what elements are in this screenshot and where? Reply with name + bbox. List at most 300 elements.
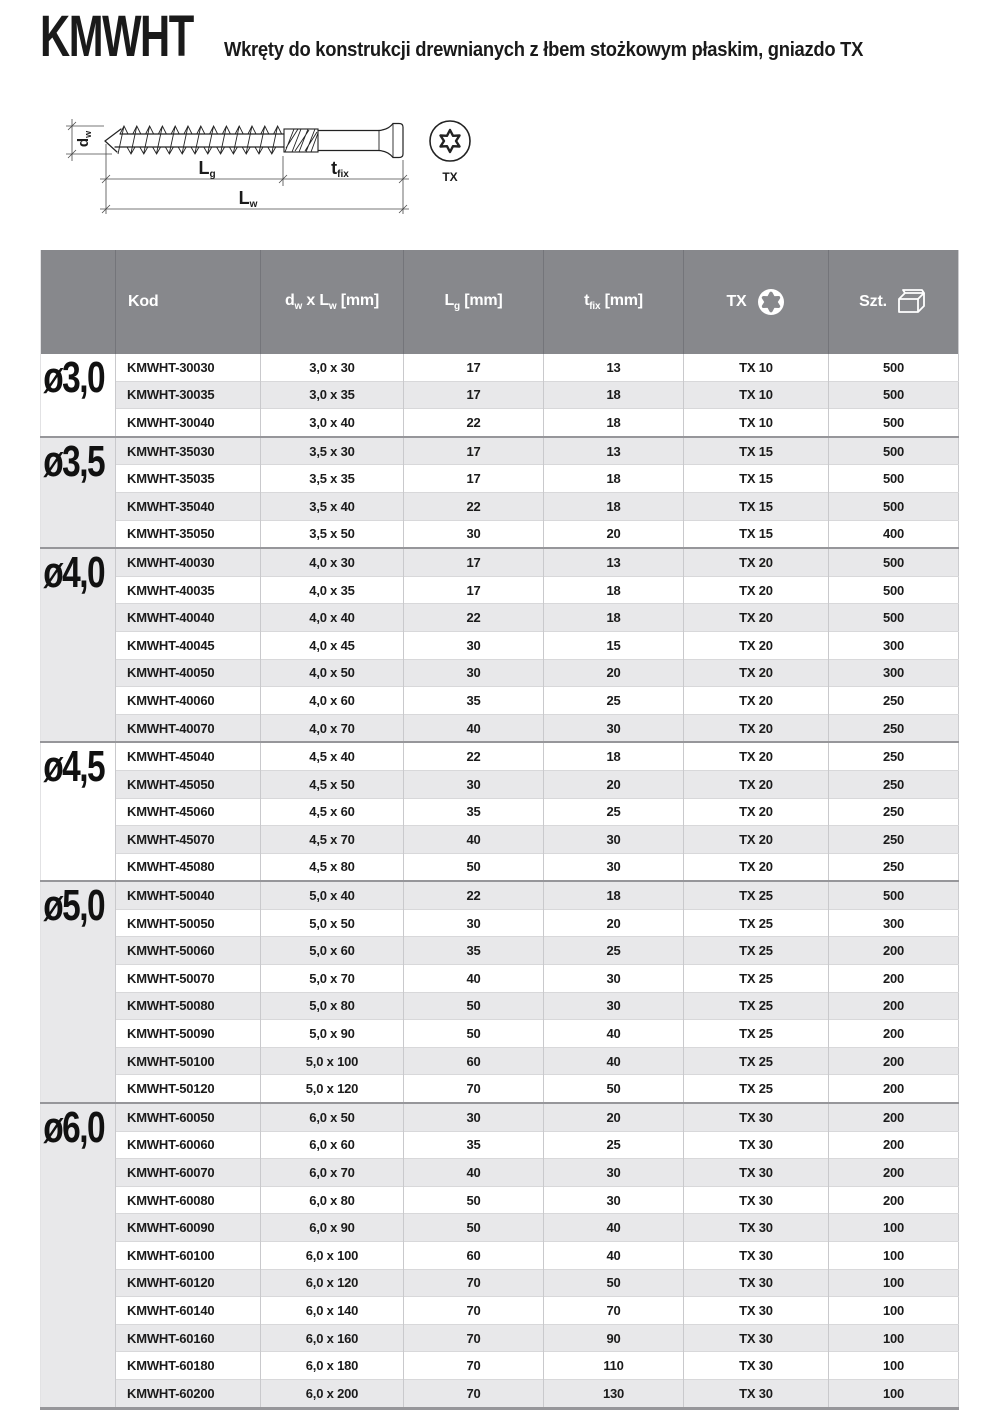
qty-cell: 200 (829, 1075, 959, 1103)
dim-cell: 6,0 x 100 (261, 1242, 404, 1270)
dim-cell: 6,0 x 140 (261, 1297, 404, 1325)
qty-cell: 500 (829, 548, 959, 576)
qty-cell: 200 (829, 937, 959, 965)
dim-cell: 6,0 x 50 (261, 1103, 404, 1131)
tfix-cell: 30 (544, 1159, 684, 1187)
tfix-cell: 25 (544, 1131, 684, 1159)
qty-cell: 200 (829, 992, 959, 1020)
dim-cell: 5,0 x 90 (261, 1020, 404, 1048)
dim-cell: 4,0 x 40 (261, 604, 404, 632)
table-row (41, 1269, 959, 1297)
dim-cell: 4,5 x 70 (261, 826, 404, 854)
tfix-cell: 18 (544, 409, 684, 437)
code-cell: KMWHT-45080 (116, 853, 261, 881)
qty-cell: 500 (829, 409, 959, 437)
table-row (41, 409, 959, 437)
diameter-group-label: ø4,5 (43, 742, 105, 792)
screw-thread (118, 126, 318, 154)
tx-cell: TX 25 (684, 881, 829, 909)
torx-head-view (430, 121, 470, 184)
qty-cell: 500 (829, 881, 959, 909)
package-box-icon (896, 289, 928, 315)
dim-cell: 6,0 x 60 (261, 1131, 404, 1159)
qty-cell: 100 (829, 1352, 959, 1380)
table-row (41, 465, 959, 493)
qty-cell: 250 (829, 714, 959, 742)
table-row (41, 909, 959, 937)
lg-cell: 70 (404, 1269, 544, 1297)
lg-cell: 40 (404, 1159, 544, 1187)
tfix-cell: 20 (544, 659, 684, 687)
qty-cell: 300 (829, 631, 959, 659)
dim-cell: 4,5 x 60 (261, 798, 404, 826)
dim-cell: 5,0 x 120 (261, 1075, 404, 1103)
lg-cell: 22 (404, 409, 544, 437)
dim-cell: 5,0 x 100 (261, 1047, 404, 1075)
lg-cell: 50 (404, 853, 544, 881)
tx-cell: TX 20 (684, 714, 829, 742)
qty-cell: 500 (829, 437, 959, 465)
table-row (41, 659, 959, 687)
tx-cell: TX 20 (684, 548, 829, 576)
lg-cell: 22 (404, 492, 544, 520)
screw-diagram (55, 96, 485, 228)
lg-cell: 70 (404, 1297, 544, 1325)
page-subtitle: Wkręty do konstrukcji drewnianych z łbem stożkowym płaskim, gniazdo TX (224, 39, 864, 61)
table-row (41, 1075, 959, 1103)
table-row (41, 520, 959, 548)
code-cell: KMWHT-50090 (116, 1020, 261, 1048)
tx-cell: TX 30 (684, 1214, 829, 1242)
tfix-cell: 30 (544, 826, 684, 854)
table-row (41, 770, 959, 798)
lg-cell: 40 (404, 826, 544, 854)
dim-cell: 3,0 x 30 (261, 354, 404, 381)
tfix-cell: 30 (544, 714, 684, 742)
code-cell: KMWHT-60200 (116, 1379, 261, 1408)
table-row (41, 1047, 959, 1075)
header-tfix: $t_{fix}$ [mm] (544, 250, 684, 354)
product-table-body (41, 354, 959, 1408)
dim-cell: 6,0 x 200 (261, 1379, 404, 1408)
dim-cell: 3,0 x 40 (261, 409, 404, 437)
tx-cell: TX 15 (684, 465, 829, 493)
qty-cell: 500 (829, 354, 959, 381)
lg-cell: 60 (404, 1242, 544, 1270)
qty-cell: 100 (829, 1214, 959, 1242)
tfix-cell: 20 (544, 770, 684, 798)
code-cell: KMWHT-40035 (116, 576, 261, 604)
qty-cell: 250 (829, 742, 959, 770)
dim-cell: 4,5 x 40 (261, 742, 404, 770)
code-cell: KMWHT-35050 (116, 520, 261, 548)
tx-cell: TX 10 (684, 409, 829, 437)
tfix-cell: 18 (544, 492, 684, 520)
dim-cell: 4,0 x 70 (261, 714, 404, 742)
diameter-group-label: ø3,0 (43, 353, 105, 402)
tx-cell: TX 30 (684, 1103, 829, 1131)
table-row (41, 492, 959, 520)
lg-cell: 22 (404, 881, 544, 909)
qty-cell: 100 (829, 1297, 959, 1325)
torx-icon (756, 287, 786, 317)
lg-cell: 35 (404, 1131, 544, 1159)
qty-cell: 400 (829, 520, 959, 548)
qty-cell: 250 (829, 826, 959, 854)
table-row (41, 548, 959, 576)
tfix-cell: 13 (544, 548, 684, 576)
tx-cell: TX 20 (684, 798, 829, 826)
table-row (41, 1324, 959, 1352)
qty-cell: 200 (829, 1103, 959, 1131)
product-table (40, 250, 959, 1410)
qty-cell: 300 (829, 659, 959, 687)
tx-cell: TX 15 (684, 520, 829, 548)
lg-cell: 50 (404, 992, 544, 1020)
tfix-cell: 18 (544, 604, 684, 632)
page-title: KMWHT (40, 4, 193, 69)
dim-cell: 6,0 x 80 (261, 1186, 404, 1214)
tfix-cell: 40 (544, 1214, 684, 1242)
table-row (41, 381, 959, 409)
label-dw: $d_w$ (75, 130, 93, 148)
table-row (41, 965, 959, 993)
dim-cell: 4,0 x 45 (261, 631, 404, 659)
lg-cell: 70 (404, 1379, 544, 1408)
tfix-cell: 20 (544, 909, 684, 937)
tfix-cell: 25 (544, 798, 684, 826)
header-tx: TX (684, 250, 829, 354)
tx-cell: TX 25 (684, 937, 829, 965)
tfix-cell: 90 (544, 1324, 684, 1352)
tfix-cell: 13 (544, 437, 684, 465)
lg-cell: 35 (404, 798, 544, 826)
table-row (41, 1214, 959, 1242)
tfix-cell: 13 (544, 354, 684, 381)
tfix-cell: 50 (544, 1269, 684, 1297)
qty-cell: 200 (829, 1186, 959, 1214)
tfix-cell: 110 (544, 1352, 684, 1380)
code-cell: KMWHT-40050 (116, 659, 261, 687)
code-cell: KMWHT-35035 (116, 465, 261, 493)
screw-outline (105, 124, 403, 158)
qty-cell: 250 (829, 770, 959, 798)
tx-cell: TX 20 (684, 853, 829, 881)
lg-cell: 22 (404, 742, 544, 770)
tx-cell: TX 30 (684, 1159, 829, 1187)
table-row (41, 1242, 959, 1270)
lg-cell: 17 (404, 548, 544, 576)
code-cell: KMWHT-60080 (116, 1186, 261, 1214)
tfix-cell: 30 (544, 965, 684, 993)
lg-cell: 30 (404, 770, 544, 798)
code-cell: KMWHT-40040 (116, 604, 261, 632)
table-row (41, 1020, 959, 1048)
code-cell: KMWHT-50060 (116, 937, 261, 965)
code-cell: KMWHT-45040 (116, 742, 261, 770)
qty-cell: 200 (829, 965, 959, 993)
dim-cell: 3,5 x 30 (261, 437, 404, 465)
tx-cell: TX 15 (684, 492, 829, 520)
code-cell: KMWHT-45070 (116, 826, 261, 854)
code-cell: KMWHT-30030 (116, 354, 261, 381)
lg-cell: 17 (404, 437, 544, 465)
tfix-cell: 50 (544, 1075, 684, 1103)
label-tfix: tfix (331, 158, 349, 180)
dim-cell: 5,0 x 50 (261, 909, 404, 937)
qty-cell: 200 (829, 1020, 959, 1048)
lg-cell: 30 (404, 520, 544, 548)
page-header (40, 4, 919, 69)
code-cell: KMWHT-40070 (116, 714, 261, 742)
header-diameter-col (41, 250, 116, 354)
code-cell: KMWHT-60120 (116, 1269, 261, 1297)
diameter-group-cell (41, 548, 116, 742)
qty-cell: 250 (829, 853, 959, 881)
dim-cell: 3,0 x 35 (261, 381, 404, 409)
tfix-cell: 25 (544, 687, 684, 715)
table-row (41, 1131, 959, 1159)
lg-cell: 30 (404, 659, 544, 687)
tx-cell: TX 30 (684, 1131, 829, 1159)
code-cell: KMWHT-60160 (116, 1324, 261, 1352)
tfix-cell: 18 (544, 881, 684, 909)
code-cell: KMWHT-60070 (116, 1159, 261, 1187)
code-cell: KMWHT-45050 (116, 770, 261, 798)
lg-cell: 40 (404, 965, 544, 993)
tx-cell: TX 30 (684, 1242, 829, 1270)
dim-cell: 6,0 x 120 (261, 1269, 404, 1297)
table-row (41, 798, 959, 826)
tx-cell: TX 25 (684, 1075, 829, 1103)
dim-cell: 4,0 x 35 (261, 576, 404, 604)
table-row (41, 742, 959, 770)
lg-cell: 50 (404, 1020, 544, 1048)
code-cell: KMWHT-50040 (116, 881, 261, 909)
code-cell: KMWHT-30035 (116, 381, 261, 409)
code-cell: KMWHT-50100 (116, 1047, 261, 1075)
tx-cell: TX 25 (684, 909, 829, 937)
dim-cell: 6,0 x 90 (261, 1214, 404, 1242)
lg-cell: 35 (404, 687, 544, 715)
tx-cell: TX 10 (684, 381, 829, 409)
tx-cell: TX 15 (684, 437, 829, 465)
tfix-cell: 18 (544, 576, 684, 604)
table-row (41, 714, 959, 742)
tx-cell: TX 20 (684, 742, 829, 770)
header-lg: $L_g$ [mm] (404, 250, 544, 354)
code-cell: KMWHT-40030 (116, 548, 261, 576)
lg-cell: 17 (404, 354, 544, 381)
tx-cell: TX 30 (684, 1186, 829, 1214)
header-szt: Szt. (829, 250, 959, 354)
lg-cell: 17 (404, 381, 544, 409)
lg-cell: 60 (404, 1047, 544, 1075)
tx-cell: TX 20 (684, 631, 829, 659)
lg-cell: 70 (404, 1352, 544, 1380)
table-row (41, 992, 959, 1020)
code-cell: KMWHT-50050 (116, 909, 261, 937)
qty-cell: 200 (829, 1047, 959, 1075)
dim-cell: 5,0 x 60 (261, 937, 404, 965)
tx-cell: TX 25 (684, 992, 829, 1020)
lg-cell: 30 (404, 631, 544, 659)
diameter-group-cell (41, 881, 116, 1103)
lg-cell: 30 (404, 909, 544, 937)
header-kod: Kod (116, 250, 261, 354)
qty-cell: 200 (829, 1159, 959, 1187)
code-cell: KMWHT-40045 (116, 631, 261, 659)
tfix-cell: 40 (544, 1047, 684, 1075)
lg-cell: 70 (404, 1075, 544, 1103)
tx-cell: TX 30 (684, 1379, 829, 1408)
code-cell: KMWHT-45060 (116, 798, 261, 826)
qty-cell: 500 (829, 604, 959, 632)
header-dimensions: $d_w$ x $L_w$ [mm] (261, 250, 404, 354)
code-cell: KMWHT-35030 (116, 437, 261, 465)
table-row (41, 604, 959, 632)
table-header-row (41, 250, 959, 354)
lg-cell: 40 (404, 714, 544, 742)
tfix-cell: 130 (544, 1379, 684, 1408)
tx-cell: TX 30 (684, 1352, 829, 1380)
qty-cell: 100 (829, 1269, 959, 1297)
dim-cell: 6,0 x 180 (261, 1352, 404, 1380)
dim-cell: 4,5 x 80 (261, 853, 404, 881)
lg-cell: 17 (404, 576, 544, 604)
diameter-group-cell (41, 1103, 116, 1408)
code-cell: KMWHT-50080 (116, 992, 261, 1020)
lg-cell: 50 (404, 1186, 544, 1214)
code-cell: KMWHT-50120 (116, 1075, 261, 1103)
lg-cell: 30 (404, 1103, 544, 1131)
qty-cell: 250 (829, 798, 959, 826)
tx-cell: TX 20 (684, 604, 829, 632)
lg-cell: 17 (404, 465, 544, 493)
dim-cell: 6,0 x 160 (261, 1324, 404, 1352)
dim-cell: 4,0 x 60 (261, 687, 404, 715)
diameter-group-label: ø3,5 (43, 436, 105, 486)
tx-cell: TX 30 (684, 1324, 829, 1352)
table-row (41, 1352, 959, 1380)
code-cell: KMWHT-60140 (116, 1297, 261, 1325)
label-lw: Lw (238, 188, 258, 210)
dim-cell: 4,0 x 50 (261, 659, 404, 687)
dim-cell: 3,5 x 50 (261, 520, 404, 548)
dimension-labels (75, 130, 349, 210)
dim-cell: 5,0 x 80 (261, 992, 404, 1020)
table-row (41, 1159, 959, 1187)
code-cell: KMWHT-60100 (116, 1242, 261, 1270)
qty-cell: 500 (829, 576, 959, 604)
tfix-cell: 30 (544, 992, 684, 1020)
tx-cell: TX 25 (684, 1047, 829, 1075)
tx-cell: TX 25 (684, 1020, 829, 1048)
qty-cell: 100 (829, 1242, 959, 1270)
tfix-cell: 20 (544, 520, 684, 548)
code-cell: KMWHT-60060 (116, 1131, 261, 1159)
dim-cell: 4,0 x 30 (261, 548, 404, 576)
dim-cell: 3,5 x 40 (261, 492, 404, 520)
diameter-group-cell (41, 354, 116, 437)
tfix-cell: 30 (544, 1186, 684, 1214)
qty-cell: 300 (829, 909, 959, 937)
diameter-group-label: ø4,0 (43, 548, 105, 598)
tx-cell: TX 30 (684, 1297, 829, 1325)
dim-cell: 3,5 x 35 (261, 465, 404, 493)
code-cell: KMWHT-40060 (116, 687, 261, 715)
diameter-group-label: ø5,0 (43, 881, 105, 931)
table-row (41, 1379, 959, 1408)
table-row (41, 354, 959, 381)
tx-cell: TX 20 (684, 770, 829, 798)
torx-view-label: TX (442, 170, 458, 184)
diameter-group-cell (41, 437, 116, 548)
diameter-group-cell (41, 742, 116, 881)
tfix-cell: 25 (544, 937, 684, 965)
tfix-cell: 30 (544, 853, 684, 881)
tfix-cell: 15 (544, 631, 684, 659)
qty-cell: 500 (829, 465, 959, 493)
lg-cell: 50 (404, 1214, 544, 1242)
table-row (41, 826, 959, 854)
code-cell: KMWHT-60090 (116, 1214, 261, 1242)
table-row (41, 687, 959, 715)
table-row (41, 881, 959, 909)
qty-cell: 250 (829, 687, 959, 715)
code-cell: KMWHT-35040 (116, 492, 261, 520)
label-lg: Lg (198, 158, 216, 180)
tx-cell: TX 25 (684, 965, 829, 993)
table-row (41, 631, 959, 659)
table-row (41, 437, 959, 465)
dim-cell: 4,5 x 50 (261, 770, 404, 798)
table-row (41, 1186, 959, 1214)
table-row (41, 937, 959, 965)
qty-cell: 500 (829, 492, 959, 520)
table-row (41, 576, 959, 604)
table-row (41, 1297, 959, 1325)
tfix-cell: 70 (544, 1297, 684, 1325)
qty-cell: 100 (829, 1379, 959, 1408)
tx-cell: TX 20 (684, 826, 829, 854)
lg-cell: 35 (404, 937, 544, 965)
tx-cell: TX 10 (684, 354, 829, 381)
code-cell: KMWHT-30040 (116, 409, 261, 437)
tfix-cell: 40 (544, 1020, 684, 1048)
qty-cell: 100 (829, 1324, 959, 1352)
tx-cell: TX 20 (684, 659, 829, 687)
code-cell: KMWHT-60180 (116, 1352, 261, 1380)
code-cell: KMWHT-50070 (116, 965, 261, 993)
dim-cell: 6,0 x 70 (261, 1159, 404, 1187)
lg-cell: 22 (404, 604, 544, 632)
table-row (41, 853, 959, 881)
table-row (41, 1103, 959, 1131)
dim-cell: 5,0 x 40 (261, 881, 404, 909)
tfix-cell: 20 (544, 1103, 684, 1131)
tfix-cell: 18 (544, 465, 684, 493)
qty-cell: 500 (829, 381, 959, 409)
tx-cell: TX 20 (684, 687, 829, 715)
tfix-cell: 18 (544, 381, 684, 409)
code-cell: KMWHT-60050 (116, 1103, 261, 1131)
tfix-cell: 18 (544, 742, 684, 770)
dim-cell: 5,0 x 70 (261, 965, 404, 993)
screw-drawing-svg (55, 96, 485, 228)
tfix-cell: 40 (544, 1242, 684, 1270)
diameter-group-label: ø6,0 (43, 1103, 105, 1153)
